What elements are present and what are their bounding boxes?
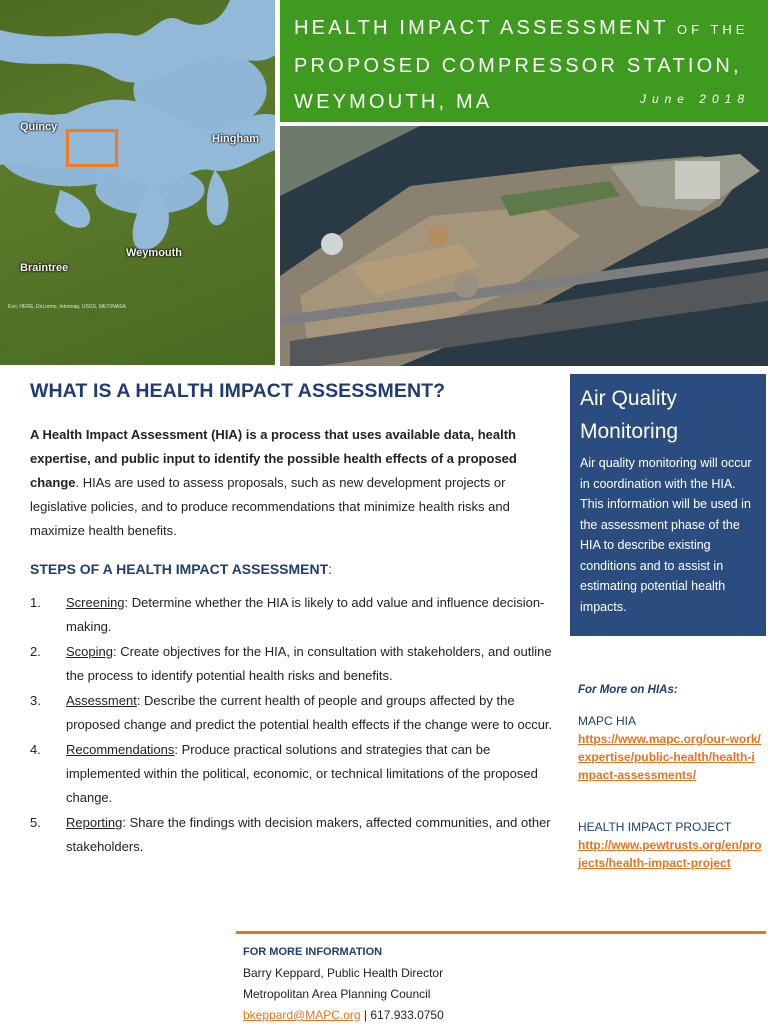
health-impact-project-link[interactable]: http://www.pewtrusts.org/en/projects/health-impact-project: [578, 838, 762, 870]
map-label-weymouth: Weymouth: [126, 247, 183, 259]
title-of-the: OF THE: [677, 22, 749, 37]
step-number: 3.: [30, 693, 41, 708]
health-impact-project-label: HEALTH IMPACT PROJECT: [578, 820, 732, 834]
step-number: 2.: [30, 644, 41, 659]
step-text: : Create objectives for the HIA, in consultation with stakeholders, and outline the process to identify potential health risks and benefits.: [66, 644, 552, 683]
intro-bold: A Health Impact Assessment (HIA) is a process that uses available data, health expertise, and public input to identify the possible health effects of a proposed change: [30, 427, 517, 490]
map-label-braintree: Braintree: [20, 262, 69, 274]
air-quality-text: Air quality monitoring will occur in coordination with the HIA. This information will be used in the assessment phase of the HIA to describe existing conditions and to assist in estimating potential health impacts.: [580, 456, 752, 614]
mapc-hia-link[interactable]: https://www.mapc.org/our-work/expertise/public-health/health-impact-assessments/: [578, 732, 761, 782]
step-text: : Produce practical solutions and strategies that can be implemented within the political, economic, or technical limitations of the proposed change.: [66, 742, 538, 805]
more-on-hias-title: For More on HIAs:: [578, 684, 678, 696]
step-item: [30, 640, 560, 688]
contact-footer: [243, 942, 444, 1024]
steps-heading-text: STEPS OF A HEALTH IMPACT ASSESSMENT: [30, 561, 329, 577]
step-term: Screening: [66, 595, 125, 610]
contact-line: [243, 1005, 444, 1024]
step-text: : Share the findings with decision makers, affected communities, and other stakeholders.: [66, 815, 551, 854]
intro-paragraph: [30, 423, 560, 543]
step-text: : Describe the current health of people and groups affected by the proposed change and predict the potential health effects if the change were to occur.: [66, 693, 553, 732]
step-term: Recommendations: [66, 742, 175, 757]
step-number: 5.: [30, 815, 41, 830]
map-label-quincy: Quincy: [20, 121, 58, 133]
mapc-hia-label: MAPC HIA: [578, 714, 637, 728]
air-quality-box: [570, 374, 766, 636]
steps-heading-colon: :: [328, 561, 333, 577]
contact-organization: Metropolitan Area Planning Council: [243, 987, 431, 1001]
footer-divider: [236, 931, 766, 934]
map-label-hingham: Hingham: [212, 133, 260, 145]
step-item: [30, 591, 560, 639]
title-line-3: WEYMOUTH, MA: [294, 91, 493, 113]
contact-phone: | 617.933.0750: [360, 1008, 444, 1022]
footer-title: FOR MORE INFORMATION: [243, 946, 383, 958]
step-item: [30, 689, 560, 737]
intro-rest: . HIAs are used to assess proposals, such as new development projects or legislative policies, and to produce recommendations that minimize health risks and maximize health benefits.: [30, 475, 510, 538]
steps-list: [30, 591, 560, 859]
step-number: 1.: [30, 595, 41, 610]
air-quality-title: Air Quality Monitoring: [580, 387, 679, 443]
step-item: [30, 738, 560, 810]
step-number: 4.: [30, 742, 41, 757]
locator-map: [0, 0, 275, 365]
aerial-photo-drawing: [280, 126, 768, 366]
title-line-1: [294, 10, 754, 48]
step-term: Assessment: [66, 693, 137, 708]
contact-name: Barry Keppard, Public Health Director: [243, 966, 444, 980]
step-text: : Determine whether the HIA is likely to add value and influence decision-making.: [66, 595, 545, 634]
title-banner: [280, 0, 768, 122]
title-main: HEALTH IMPACT ASSESSMENT: [294, 17, 669, 39]
step-term: Reporting: [66, 815, 123, 830]
step-term: Scoping: [66, 644, 113, 659]
title-line-2: PROPOSED COMPRESSOR STATION,: [294, 55, 742, 77]
steps-heading: [30, 561, 560, 577]
main-content: [30, 380, 560, 860]
contact-email-link[interactable]: bkeppard@MAPC.org: [243, 1008, 361, 1022]
site-highlight-box: [66, 129, 118, 167]
main-heading: WHAT IS A HEALTH IMPACT ASSESSMENT?: [30, 380, 446, 402]
map-credit: Esri, HERE, DeLorme, Intermap, USGS, METI/NASA: [8, 304, 126, 310]
aerial-site-photo: [280, 126, 768, 366]
more-on-hias: [578, 684, 763, 872]
step-item: [30, 811, 560, 859]
report-date: June 2018: [639, 92, 750, 106]
